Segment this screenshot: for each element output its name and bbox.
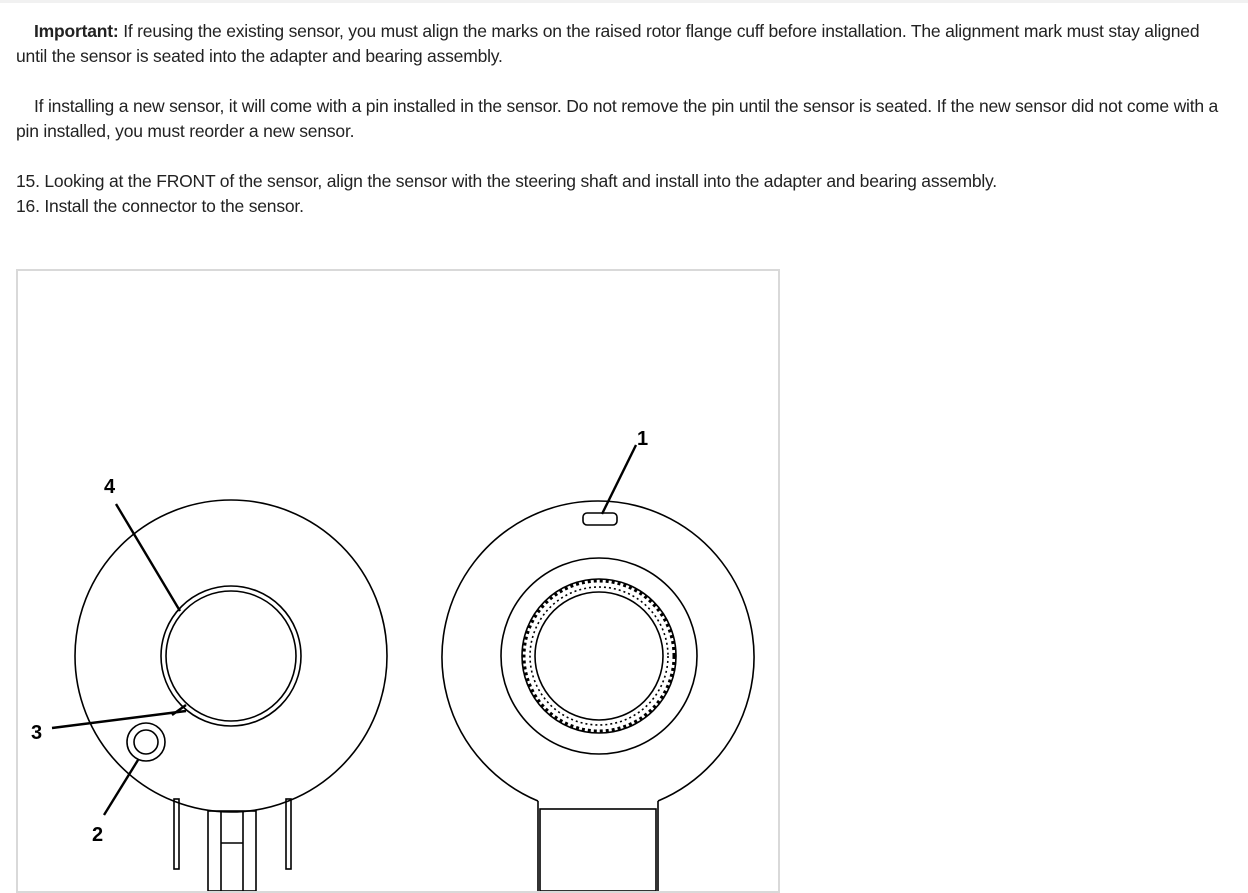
sensor-rear-bore-outer bbox=[161, 586, 301, 726]
leader-3 bbox=[52, 711, 186, 728]
alignment-mark bbox=[583, 513, 617, 525]
callout-1: 1 bbox=[637, 428, 648, 450]
step-16: 16. Install the connector to the sensor. bbox=[16, 196, 304, 216]
leader-3-tip bbox=[172, 705, 186, 715]
alignment-pin-inner bbox=[134, 730, 158, 754]
document-body bbox=[16, 19, 1231, 219]
callout-2: 2 bbox=[92, 824, 103, 846]
new-sensor-note: If installing a new sensor, it will come with a pin installed in the sensor. Do not remove the pin until the sensor is seated. If the new sensor did not come with a pin installed, you must reorder a new sensor. bbox=[16, 96, 1219, 141]
callout-4: 4 bbox=[104, 476, 115, 498]
rotor-teeth bbox=[524, 581, 674, 731]
important-note bbox=[16, 19, 1231, 69]
rotor-teeth-inner bbox=[530, 587, 668, 725]
top-divider bbox=[0, 0, 1248, 3]
sensor-rear-connector bbox=[208, 811, 256, 891]
step-15: 15. Looking at the FRONT of the sensor, align the sensor with the steering shaft and install into the adapter and bearing assembly. bbox=[16, 171, 997, 191]
sensor-rear-bore-inner bbox=[166, 591, 296, 721]
sensor-rear-tab-right bbox=[286, 799, 291, 869]
important-label: Important: bbox=[34, 21, 119, 41]
sensor-front-view bbox=[442, 445, 754, 891]
sensor-diagram bbox=[18, 271, 778, 891]
rotor-bore bbox=[535, 592, 663, 720]
leader-4 bbox=[116, 504, 180, 611]
sensor-front-body bbox=[442, 501, 754, 801]
important-text: If reusing the existing sensor, you must align the marks on the raised rotor flange cuff before installation. The alignment mark must stay aligned until the sensor is seated into the adapter and bearing assembly. bbox=[16, 21, 1200, 66]
sensor-rear-tab-left bbox=[174, 799, 179, 869]
leader-2 bbox=[104, 760, 138, 815]
sensor-rear-body bbox=[75, 500, 387, 812]
step-list bbox=[16, 169, 1231, 219]
sensor-illustration bbox=[16, 269, 780, 893]
sensor-front-neck bbox=[538, 801, 658, 891]
alignment-pin-outer bbox=[127, 723, 165, 761]
sensor-front-connector bbox=[540, 809, 656, 891]
callout-3: 3 bbox=[31, 722, 42, 744]
